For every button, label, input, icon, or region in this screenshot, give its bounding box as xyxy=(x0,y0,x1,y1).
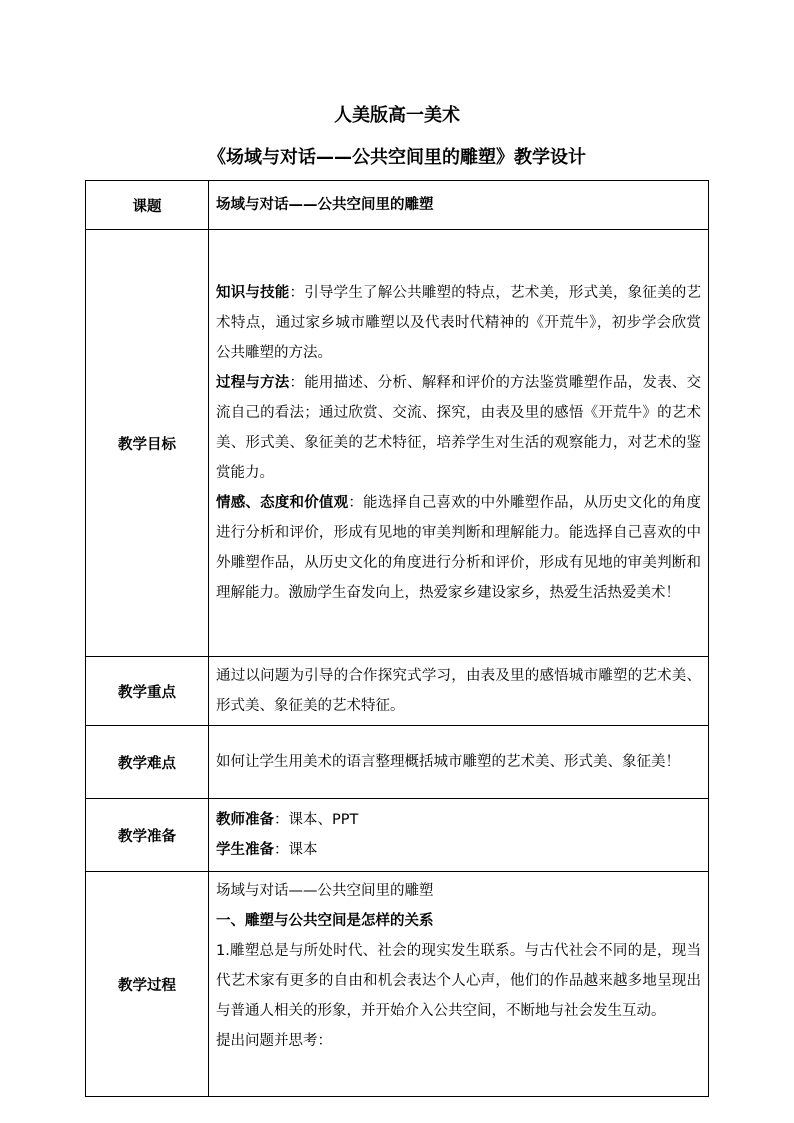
table-row-difficulty xyxy=(86,726,709,799)
document-subtitle: 《场域与对话——公共空间里的雕塑》教学设计 xyxy=(208,147,586,168)
goal-attitude xyxy=(216,488,701,608)
difficulty-label: 教学难点 xyxy=(86,726,209,799)
goals-label: 教学目标 xyxy=(86,230,209,657)
goal-process-text: ：能用描述、分析、解释和评价的方法鉴赏雕塑作品，发表、交流自己的看法；通过欣赏、交流、探究，由表及里的感悟《开荒牛》的艺术美、形式美、象征美的艺术特征，培养学生对生活的观察能力，对艺术的鉴赏能力。 xyxy=(216,375,701,481)
goal-attitude-head: 情感、态度和价值观 xyxy=(216,495,349,511)
difficulty-text: 如何让学生用美术的语言整理概括城市雕塑的艺术美、形式美、象征美！ xyxy=(209,726,709,799)
table-row-key-point xyxy=(86,657,709,726)
goal-process-head: 过程与方法 xyxy=(216,375,290,391)
goal-process xyxy=(216,368,701,488)
key-point-text: 通过以问题为引导的合作探究式学习，由表及里的感悟城市雕塑的艺术美、形式美、象征美的艺术特征。 xyxy=(209,657,709,726)
teacher-prep-head: 教师准备 xyxy=(216,812,274,828)
table-row-topic xyxy=(86,181,709,230)
goal-knowledge-head: 知识与技能 xyxy=(216,285,290,301)
teacher-prep-text: ：课本、PPT xyxy=(274,812,359,828)
process-question-prompt: 提出问题并思考： xyxy=(216,1033,332,1049)
process-section-heading: 一、雕塑与公共空间是怎样的关系 xyxy=(216,913,434,929)
topic-value: 场域与对话——公共空间里的雕塑 xyxy=(209,181,709,230)
goal-knowledge xyxy=(216,278,701,368)
table-row-goals xyxy=(86,230,709,657)
lesson-plan-table xyxy=(85,180,709,1097)
key-point-label: 教学重点 xyxy=(86,657,209,726)
process-label: 教学过程 xyxy=(86,872,209,1097)
table-row-preparation xyxy=(86,799,709,872)
teacher-prep xyxy=(216,805,701,835)
document-title: 人美版高一美术 xyxy=(334,105,460,126)
student-prep-head: 学生准备 xyxy=(216,842,274,858)
preparation-content xyxy=(209,799,709,872)
student-prep-text: ：课本 xyxy=(274,842,318,858)
goal-attitude-text: ：能选择自己喜欢的中外雕塑作品，从历史文化的角度进行分析和评价，形成有见地的审美判断和理解能力。能选择自己喜欢的中外雕塑作品，从历史文化的角度进行分析和评价，形成有见地的审美判断和理解能力。激励学生奋发向上，热爱家乡建设家乡，热爱生活热爱美术！ xyxy=(216,495,701,601)
table-row-process xyxy=(86,872,709,1097)
preparation-label: 教学准备 xyxy=(86,799,209,872)
process-content xyxy=(209,872,709,1097)
topic-label: 课题 xyxy=(86,181,209,230)
goal-knowledge-text: ：引导学生了解公共雕塑的特点，艺术美，形式美，象征美的艺术特点，通过家乡城市雕塑以及代表时代精神的《开荒牛》，初步学会欣赏公共雕塑的方法。 xyxy=(216,285,701,361)
process-topic-line: 场域与对话——公共空间里的雕塑 xyxy=(216,883,434,899)
student-prep xyxy=(216,835,701,865)
goals-content xyxy=(209,230,709,657)
process-paragraph: 1.雕塑总是与所处时代、社会的现实发生联系。与古代社会不同的是，现当代艺术家有更多的自由和机会表达个人心声，他们的作品越来越多地呈现出与普通人相关的形象，并开始介入公共空间，不断地与社会发生互动。 xyxy=(216,943,701,1019)
